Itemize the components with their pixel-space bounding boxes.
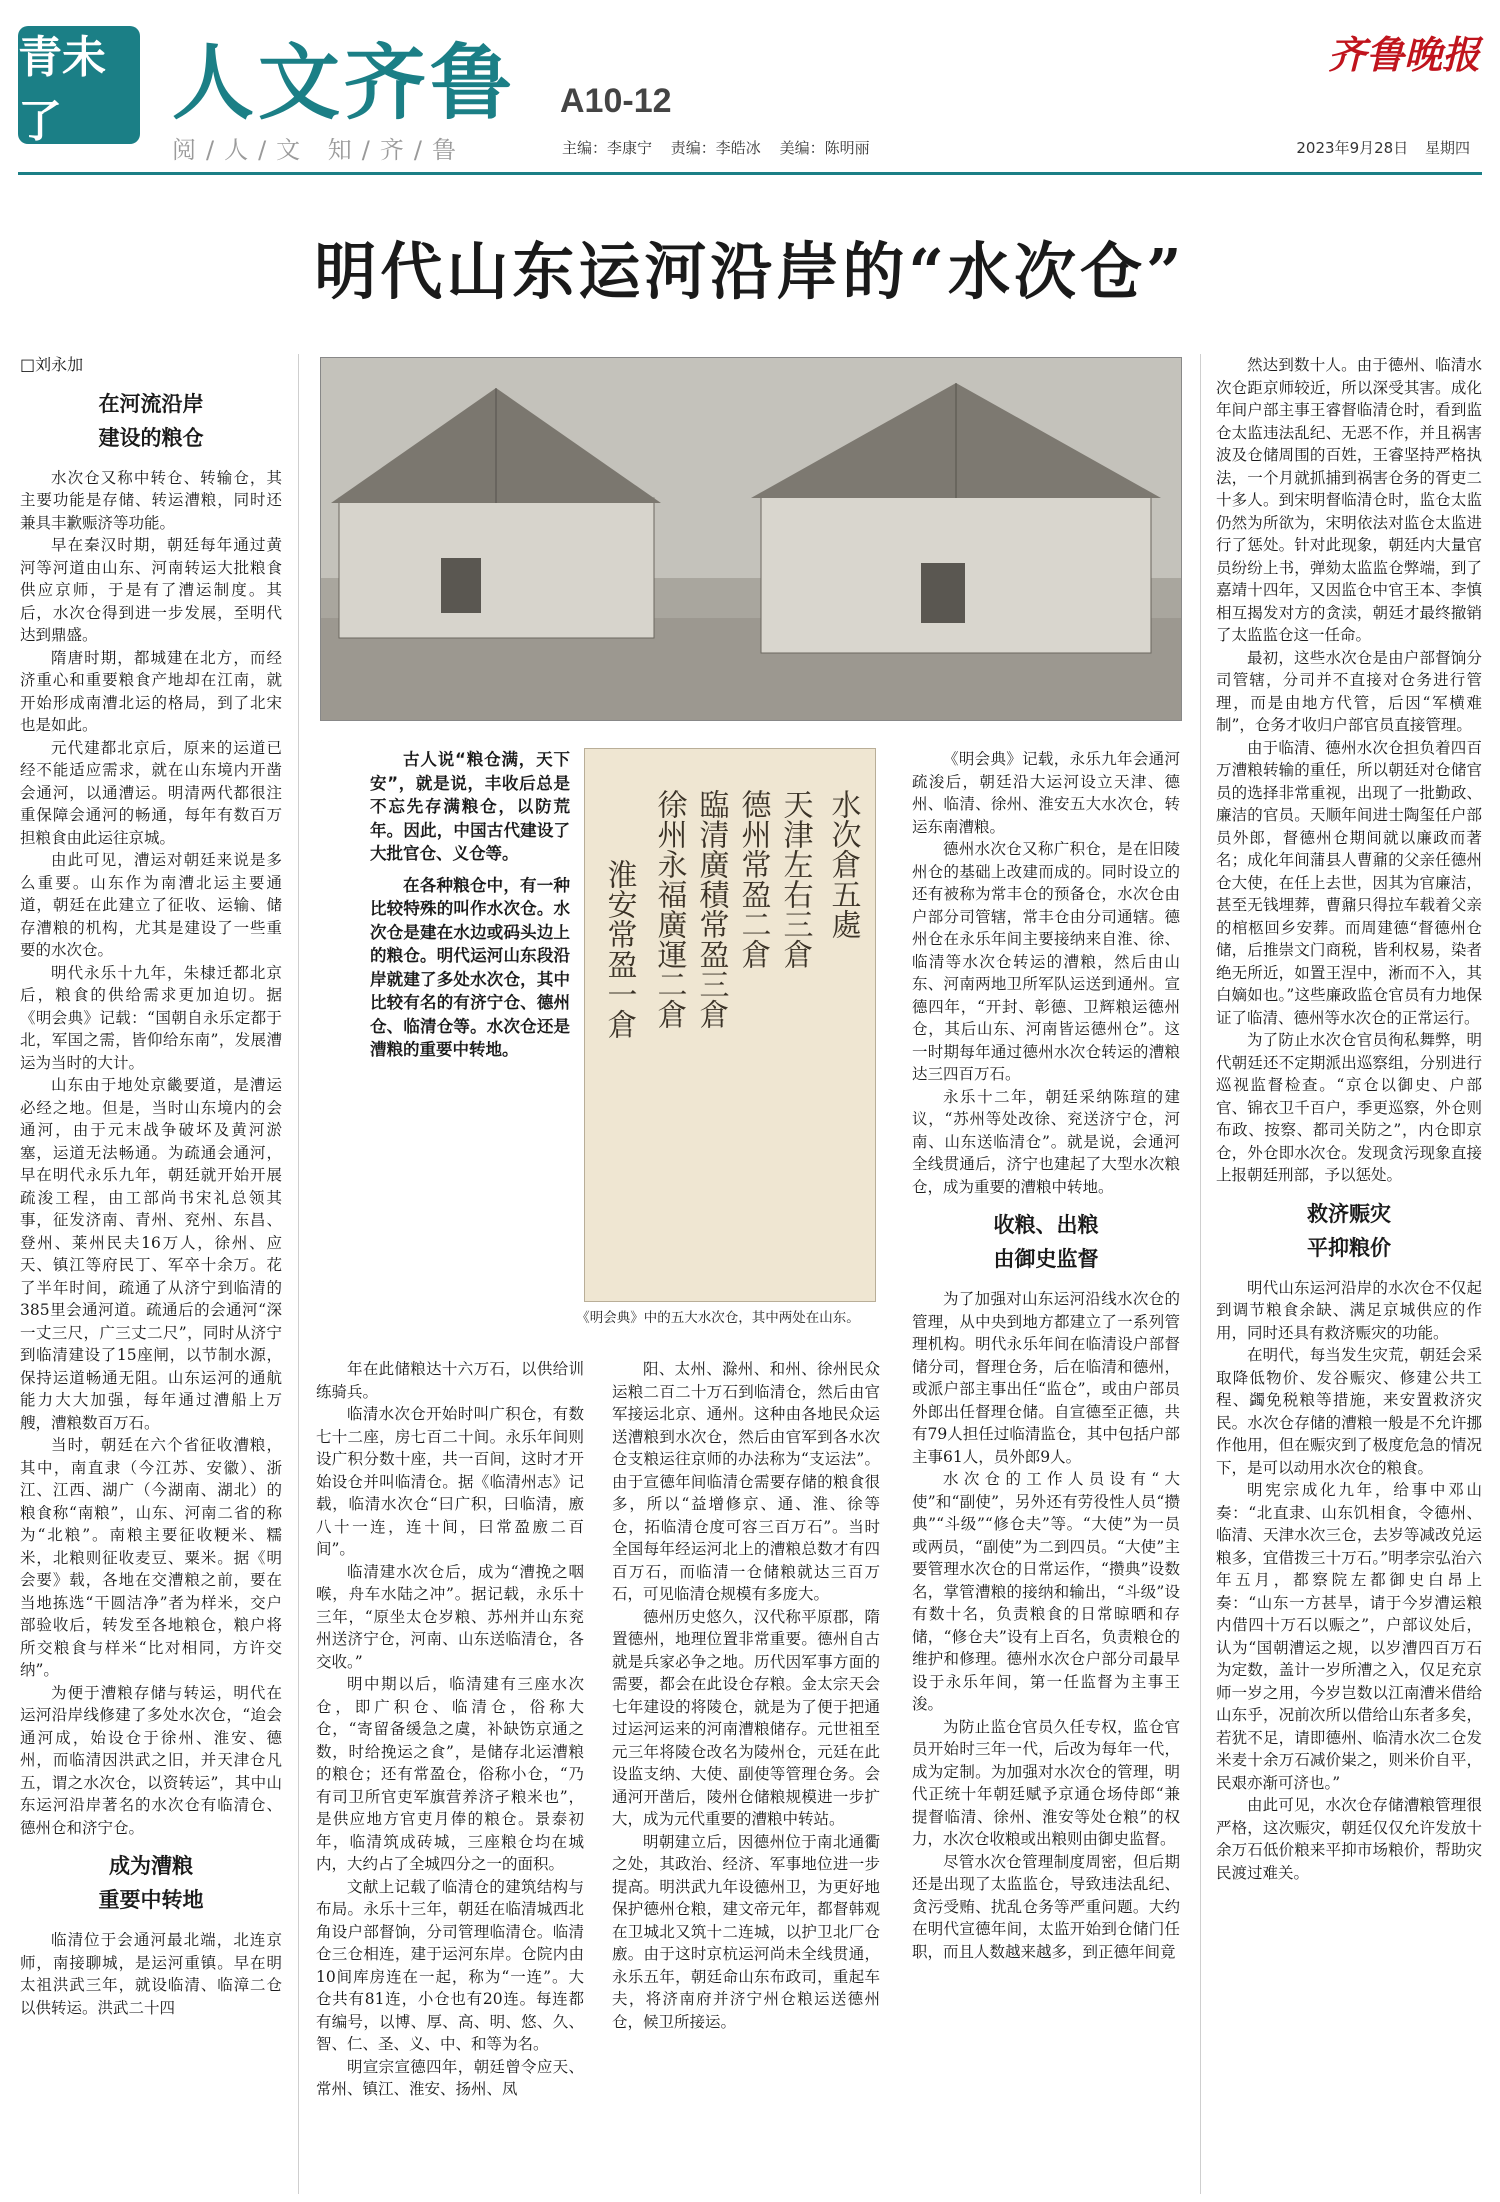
body-paragraph: 早在秦汉时期，朝廷每年通过黄河等河道由山东、河南转运大批粮食供应京师，于是有了漕运制度。其后，水次仓得到进一步发展，至明代达到鼎盛。	[20, 536, 282, 644]
column-5	[1216, 354, 1482, 2194]
ming-huidian-page-image	[584, 748, 876, 1302]
body-paragraph: 临清水次仓开始时叫广积仓，有数七十二座，房七百二十间。永乐年间则设广积分数十座，共一百间，这时才开始设仓并叫临清仓。据《临清州志》记载，临清水次仓“曰广积，曰临清，廒八十一连，连十间，曰常盈廒二百间”。	[316, 1405, 584, 1558]
issue-date: 2023年9月28日	[1296, 139, 1409, 157]
column-divider	[298, 354, 299, 2194]
granary-photo	[320, 357, 1182, 721]
qingweiliao-logo: 青未了	[18, 26, 140, 144]
body-paragraph: 最初，这些水次仓是由户部督饷分司管辖，分司并不直接对仓务进行管理，而是由地方代管，后因“军横难制”，仓务才收归户部官员直接管理。	[1216, 648, 1482, 734]
body-paragraph: 德州历史悠久，汉代称平原郡，隋置德州，地理位置非常重要。德州自古就是兵家必争之地。历代因军事方面的需要，都会在此设仓存粮。金太宗天会七年建设的将陵仓，就是为了便于把通过运河运来的河南漕粮储存。元世祖至元三年将陵仓改名为陵州仓，元廷在此设监支纳、大使、副使等管理仓务。会通河开凿后，陵州仓储粮规模进一步扩大，成为元代重要的漕粮中转站。	[612, 1607, 880, 1828]
subhead-1: 在河流沿岸 建设的粮仓	[98, 390, 204, 450]
column-divider	[1200, 354, 1201, 2194]
body-paragraph: 年在此储粮达十六万石，以供给训练骑兵。	[316, 1360, 584, 1401]
column-1	[20, 354, 282, 2194]
body-paragraph: 文献上记载了临清仓的建筑结构与布局。永乐十三年，朝廷在临清城西北角设户部督饷，分司管理临清仓。临清仓三仓相连，建于运河东岸。仓院内由10间库房连在一起，称为“一连”。大仓共有81连，小仓也有20连。每连都有编号，以博、厚、高、明、悠、久、智、仁、圣、义、中、和等为名。	[316, 1877, 584, 2053]
body-paragraph: 尽管水次仓管理制度周密，但后期还是出现了太监监仓，导致违法乱纪、贪污受贿、扰乱仓务等严重问题。大约在明代宣德年间，太监开始到仓储门任职，而且人数越来越多，到正德年间竟	[912, 1852, 1180, 1961]
body-paragraph: 《明会典》记载，永乐九年会通河疏浚后，朝廷沿大运河设立天津、德州、临清、徐州、淮安五大水次仓，转运东南漕粮。	[912, 750, 1180, 836]
body-paragraph: 临清位于会通河最北端，北连京师，南接聊城，是运河重镇。早在明太祖洪武三年，就设临清、临漳二仓以供转运。洪武二十四	[20, 1931, 282, 2017]
column-5-text-a	[1216, 354, 1482, 1187]
photo-caption: 《明会典》中的五大水次仓，其中两处在山东。	[576, 1310, 860, 1326]
subhead-3: 收粮、出粮 由御史监督	[993, 1212, 1099, 1271]
intro-sidebar-note	[370, 748, 570, 1070]
body-paragraph: 在明代，每当发生灾荒，朝廷会采取降低物价、发谷赈灾、修建公共工程、蠲免税粮等措施，来安置救济灾民。水次仓存储的漕粮一般是不允许挪作他用，但在赈灾到了极度危急的情况下，是可以动用水次仓的粮食。	[1216, 1346, 1482, 1477]
body-paragraph: 元代建都北京后，原来的运道已经不能适应需求，就在山东境内开凿会通河，以通漕运。明清两代都很注重保障会通河的畅通，每年有数百万担粮食由此运往京城。	[20, 738, 282, 847]
body-paragraph: 明朝建立后，因德州位于南北通衢之处，其政治、经济、军事地位进一步提高。明洪武九年设德州卫，为更好地保护德州仓粮，建文帝元年，都督韩观在卫城北又筑十二连城，以护卫北厂仓廒。由于这时京杭运河尚未全线贯通，永乐五年，朝廷命山东布政司，重起车夫，将济南府并济宁州仓粮运送德州仓，候卫所接运。	[612, 1832, 880, 2031]
note-paragraph: 古人说“粮仓满，天下安”，就是说，丰收后总是不忘先存满粮仓，以防荒年。因此，中国古代建设了大批官仓、义仓等。	[370, 750, 570, 863]
body-paragraph: 为了加强对山东运河沿线水次仓的管理，从中央到地方都建立了一系列管理机构。明代永乐年间在临清设户部督储分司，督理仓务，后在临清和德州，或派户部主事出任“监仓”，或由户部员外郎出任督理仓储。自宣德至正德，共有79人担任过临清监仓，其中包括户部主事61人，员外郎9人。	[912, 1290, 1180, 1466]
column-1-text-a	[20, 467, 282, 1840]
column-2	[316, 1358, 584, 2194]
svg-text:臨清廣積常盈三倉: 臨清廣積常盈三倉	[693, 789, 729, 1029]
body-paragraph: 明中期以后，临清建有三座水次仓，即广积仓、临清仓，俗称大仓，“寄留备缓急之虞，补缺饬京通之数，时给挽运之食”，是储存北运漕粮的粮仓；还有常盈仓，俗称小仓，“乃有司卫所官吏军旗营养济孑粮米也”，是供应地方官吏月俸的粮仓。景泰初年，临清筑成砖城，三座粮仓均在城内，大约占了全城四分之一的面积。	[316, 1675, 584, 1873]
body-paragraph: 水次仓的工作人员设有“大使”和“副使”，另外还有劳役性人员“攒典”“斗级”“修仓夫”等。“大使”为一员或两员，“副使”为二到四员。“大使”主要管理水次仓的日常运作，“攒典”设数名，掌管漕粮的接纳和输出，“斗级”设有数十名，负责粮食的日常晾晒和存储，“修仓夫”设有上百名，负责粮仓的维护和修理。德州水次仓户部分司最早设于永乐年间，第一任监督为主事王浚。	[912, 1470, 1180, 1713]
section-title: 人文齐鲁	[172, 35, 517, 131]
body-paragraph: 由此可见，水次仓存储漕粮管理很严格，这次赈灾，朝廷仅仅允许发放十余万石低价粮来平抑市场粮价，帮助灾民渡过难关。	[1216, 1796, 1482, 1882]
column-4-text-b	[912, 1288, 1180, 1963]
body-paragraph: 隋唐时期，都城建在北方，而经济重心和重要粮食产地却在江南，就开始形成南漕北运的格局，到了北宋也是如此。	[20, 648, 282, 734]
column-3	[612, 1358, 880, 2194]
body-paragraph: 为便于漕粮存储与转运，明代在运河沿岸线修建了多处水次仓，“迨会通河成，始设仓于徐州、淮安、德州，而临清因洪武之旧，并天津仓凡五，谓之水次仓，以资转运”，其中山东运河沿岸著名的水次仓有临清仓、德州仓和济宁仓。	[20, 1683, 282, 1837]
body-paragraph: 由此可见，漕运对朝廷来说是多么重要。山东作为南漕北运主要通道，朝廷在此建立了征收、运输、储存漕粮的机构，尤其是建设了一些重要的水次仓。	[20, 851, 282, 959]
body-paragraph: 永乐十二年，朝廷采纳陈瑄的建议，“苏州等处改徐、兖送济宁仓，河南、山东送临清仓”。就是说，会通河全线贯通后，济宁也建起了大型水次粮仓，成为重要的漕粮中转地。	[912, 1087, 1180, 1196]
body-paragraph: 山东由于地处京畿要道，是漕运必经之地。但是，当时山东境内的会通河，由于元末战争破坏及黄河淤塞，运道无法畅通。为疏通会通河，早在明代永乐九年，朝廷就开始开展疏浚工程，由工部尚书宋礼总领其事，征发济南、青州、兖州、东昌、登州、莱州民夫16万人，徐州、应天、镇江等府民丁、军卒十余万。花了半年时间，疏通了从济宁到临清的385里会通河道。疏通后的会通河“深一丈三尺，广三丈二尺”，同时从济宁到临清建设了15座闸，以节制水源，保持运道畅通无阻。山东运河的通航能力大大加强，每年通过漕船上万艘，漕粮数百万石。	[20, 1076, 282, 1432]
body-paragraph: 水次仓又称中转仓、转输仓，其主要功能是存储、转运漕粮，同时还兼具丰歉赈济等功能。	[20, 468, 282, 532]
ming-huidian-scan	[585, 749, 875, 1301]
body-paragraph: 为了防止水次仓官员徇私舞弊，明代朝廷还不定期派出巡察组，分别进行巡视监督检查。“京仓以御史、户部官、锦衣卫千百户，季更巡察，外仓则布政、按察、都司关防之”，内仓即京仓，外仓即水次仓。发现贪污现象直接上报朝廷刑部，予以惩处。	[1216, 1031, 1482, 1184]
body-paragraph: 明代山东运河沿岸的水次仓不仅起到调节粮食余缺、满足京城供应的作用，同时还具有救济赈灾的功能。	[1216, 1278, 1482, 1342]
body-paragraph: 为防止监仓官员久任专权，监仓官员开始时三年一代，后改为每年一代，成为定制。为加强对水次仓的管理，明代正统十年朝廷赋予京通仓场侍郎“兼提督临清、徐州、淮安等处仓粮”的权力，水次仓收粮或出粮则由御史监督。	[912, 1717, 1180, 1848]
body-paragraph: 由于临清、德州水次仓担负着四百万漕粮转输的重任，所以朝廷对仓储官员的选择非常重视，出现了一批勤政、廉洁的官员。天顺年间进士陶玺任户部员外郎，督德州仓期间就以廉政而著名；成化年间蒲县人曹鼐的父亲任德州仓大使，在任上去世，因其为官廉洁，甚至无钱埋葬，曹鼐只得拉车载着父亲的棺柩回乡安葬。而周建德“督德州仓储，后推崇文门商税，皆利权易，染者绝无所近，如置王涅中，淅而不入，其白嫡如也。”这些廉政监仓官员有力地保证了临清、德州等水次仓的正常运行。	[1216, 738, 1482, 1027]
subhead-4: 救济赈灾 平抑粮价	[1307, 1200, 1391, 1260]
granary-illustration	[321, 358, 1181, 720]
page-range: A10-12	[560, 82, 672, 120]
note-paragraph: 在各种粮仓中，有一种比较特殊的叫作水次仓。水次仓是建在水边或码头边上的粮仓。明代运河山东段沿岸就建了多处水次仓，其中比较有名的有济宁仓、德州仓、临清仓等。水次仓还是漕粮的重要中转地。	[370, 875, 570, 1059]
column-4-text-a	[912, 748, 1180, 1198]
svg-text:水次倉五處: 水次倉五處	[825, 789, 861, 939]
body-paragraph: 明宪宗成化九年，给事中邓山奏：“北直隶、山东饥相食，令德州、临清、天津水次三仓，去岁等减改兑运粮多，宜借拨三十万石。”明孝宗弘治六年五月，都察院左都御史白昂上奏：“山东一方甚旱，请于今岁漕运粮内借四十万石以赈之”，户部议处后，认为“国朝漕运之规，以岁漕四百万石为定数，盖计一岁所漕之入，仅足充京师一岁之用，今岁岂数以江南漕米借给山东乎，况前次所以借给山东者多矣，若犹不足，请即德州、临清水次二仓发米麦十余万石减价粜之，则米价自平，民艰亦渐可济也。”	[1216, 1481, 1482, 1792]
column-3-text	[612, 1358, 880, 2033]
column-4	[912, 748, 1180, 2194]
newspaper-logo: 齐鲁晚报	[1327, 32, 1480, 77]
svg-text:淮安常盈一倉: 淮安常盈一倉	[601, 859, 637, 1039]
dateline	[1284, 137, 1470, 158]
column-5-text-b	[1216, 1277, 1482, 1885]
article-headline: 明代山东运河沿岸的“水次仓”	[314, 235, 1186, 308]
body-paragraph: 阳、太州、滁州、和州、徐州民众运粮二百二十万石到临清仓，然后由官军接运北京、通州。这种由各地民众运送漕粮到水次仓，然后由官军到各水次仓支粮运往京师的办法称为“支运法”。由于宣德年间临清仓需要存储的粮食很多，所以“益增修京、通、淮、徐等仓，拓临清仓度可容三百万石”。当时全国每年经运河北上的漕粮总数才有四百万石，而临清一仓储粮就达三百万石，可见临清仓规模有多庞大。	[612, 1360, 880, 1603]
body-paragraph: 然达到数十人。由于德州、临清水次仓距京师较近，所以深受其害。成化年间户部主事王睿督临清仓时，看到监仓太监违法乱纪、无恶不作，并且祸害波及仓储周围的百姓，王睿坚持严格执法，一个月就抓捕到祸害仓务的胥吏二十多人。到宋明督临清仓时，监仓太监仍然为所欲为，宋明依法对监仓太监进行了惩处。针对此现象，朝廷内大量官员纷纷上书，弹劾太监监仓弊端，到了嘉靖十四年，又因监仓中官王本、李慎相互揭发对方的贪渎，朝廷才最终撤销了太监监仓这一任命。	[1216, 356, 1482, 644]
column-1-text-b	[20, 1929, 282, 2019]
editor-credits	[562, 137, 884, 158]
body-paragraph: 临清建水次仓后，成为“漕挽之咽喉，舟车水陆之冲”。据记载，永乐十三年，“原坐太仓岁粮、苏州并山东兖州送济宁仓，河南、山东送临清仓，各交收。”	[316, 1562, 584, 1671]
copy-editor: 责编：李皓冰	[670, 139, 761, 157]
art-editor: 美编：陈明丽	[779, 139, 870, 157]
chief-editor: 主编：李康宁	[562, 139, 653, 157]
body-paragraph: 明代永乐十九年，朱棣迁都北京后，粮食的供给需求更加迫切。据《明会典》记载：“国朝自永乐定都于北，军国之需，皆仰给东南”，发展漕运为当时的大计。	[20, 963, 282, 1072]
svg-text:天津左右三倉: 天津左右三倉	[777, 789, 813, 969]
column-2-text	[316, 1358, 584, 2101]
svg-text:德州常盈二倉: 德州常盈二倉	[735, 789, 771, 969]
subhead-2: 成为漕粮 重要中转地	[98, 1853, 204, 1912]
svg-text:徐州永福廣運二倉: 徐州永福廣運二倉	[651, 789, 687, 1029]
body-paragraph: 当时，朝廷在六个省征收漕粮，其中，南直隶（今江苏、安徽）、浙江、江西、湖广（今湖南、湖北）的粮食称“南粮”，山东、河南二省的称为“北粮”。南粮主要征收粳米、糯米，北粮则征收麦豆、粟米。据《明会要》载，各地在交漕粮之前，要在当地拣选“干圆洁净”者为样米，交户部验收后，转发至各地粮仓，粮户将所交粮食与样米“比对相同，方许交纳”。	[20, 1436, 282, 1679]
masthead-divider	[18, 172, 1482, 175]
body-paragraph: 德州水次仓又称广积仓，是在旧陵州仓的基础上改建而成的。同时设立的还有被称为常丰仓的预备仓，水次仓由户部分司管辖，常丰仓由分司通辖。德州仓在永乐年间主要接纳来自淮、徐、临清等水次仓转运的漕粮，然后由山东、河南两地卫所军队运送到通州。宣德四年，“开封、彰德、卫辉粮运德州仓，其后山东、河南皆运德州仓”。这一时期每年通过德州水次仓转运的漕粮达三四百万石。	[912, 840, 1180, 1083]
author-byline: □刘永加	[20, 355, 84, 374]
section-slogan: 阅/人/文 知/齐/鲁	[172, 136, 466, 164]
body-paragraph: 明宣宗宣德四年，朝廷曾令应天、常州、镇江、淮安、扬州、凤	[316, 2057, 584, 2098]
issue-weekday: 星期四	[1424, 139, 1470, 157]
